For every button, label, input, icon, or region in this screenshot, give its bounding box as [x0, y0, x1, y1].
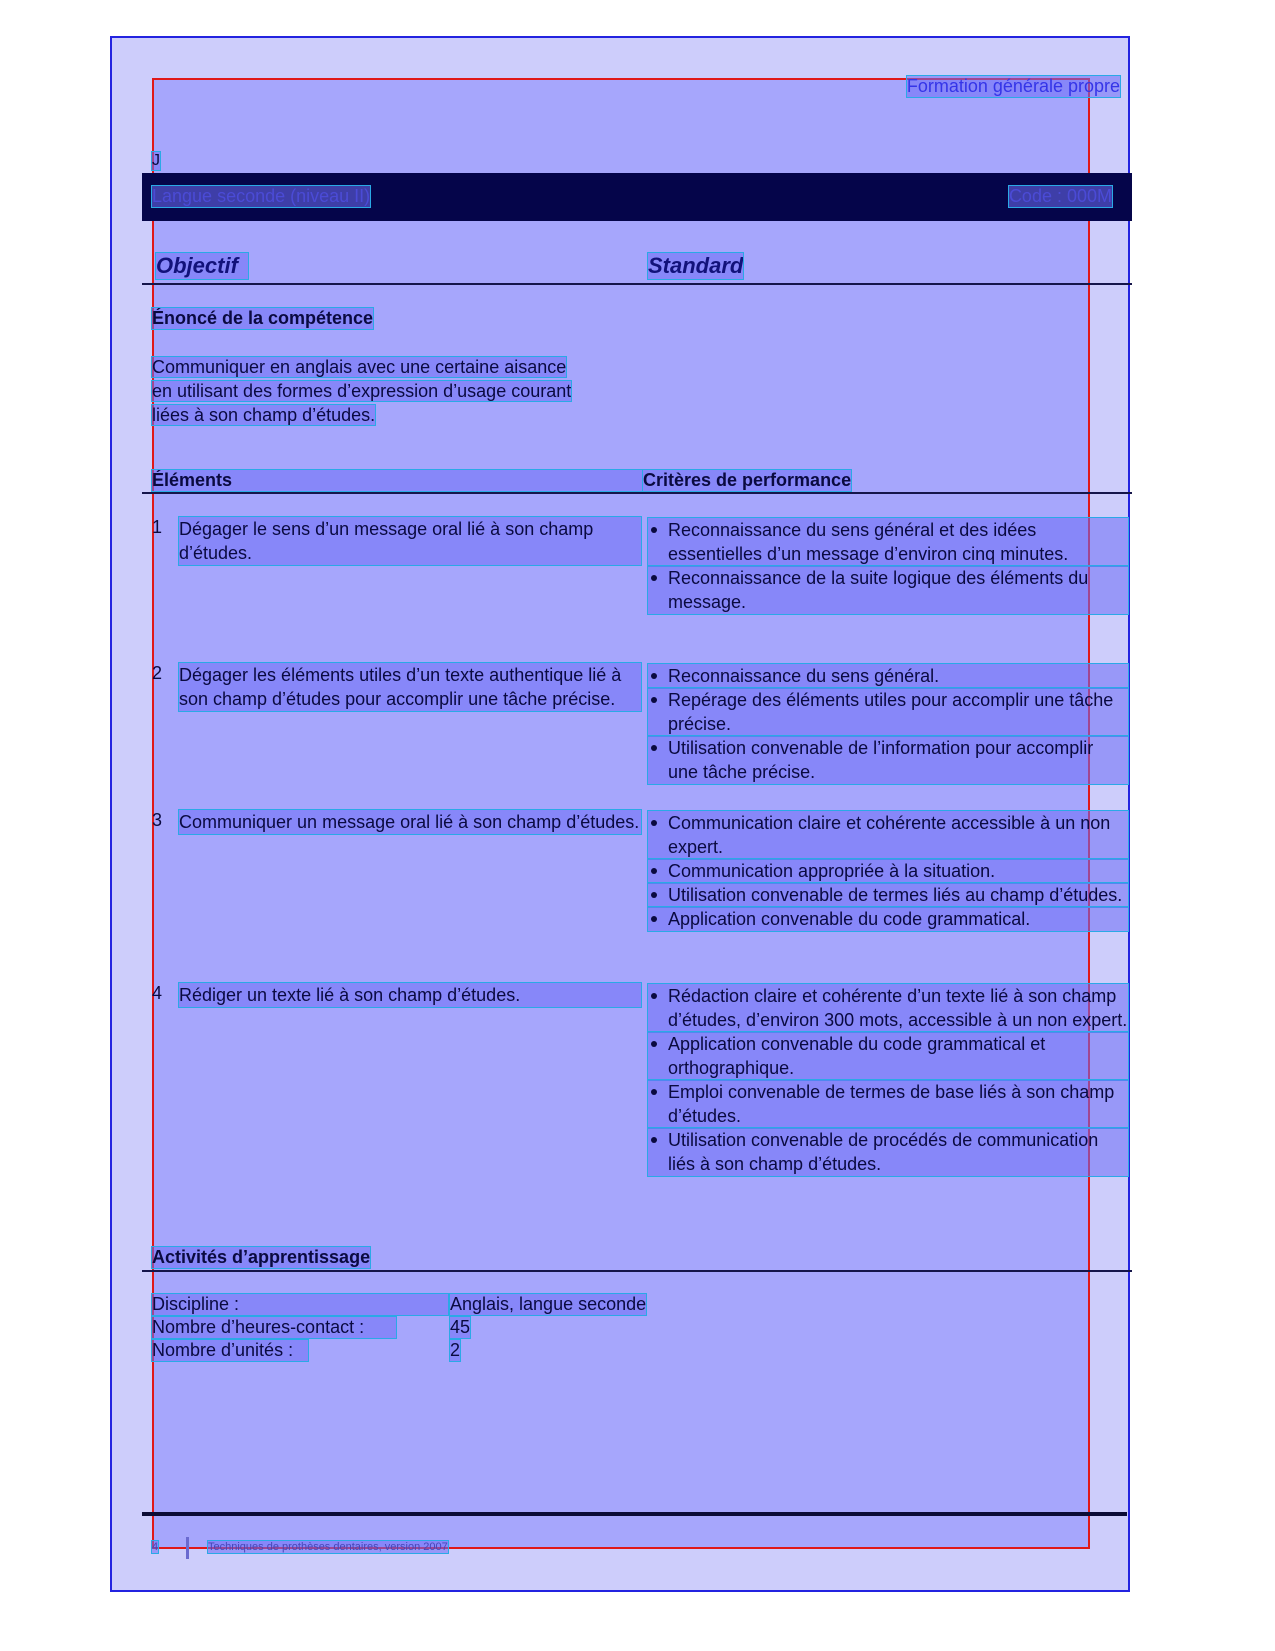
- standard-heading: Standard: [648, 253, 744, 278]
- criterion-item: Application convenable du code grammatical.: [648, 907, 1128, 931]
- competence-line: Communiquer en anglais avec une certaine aisance: [152, 357, 567, 377]
- element-text: Rédiger un texte lié à son champ d’études.: [179, 983, 641, 1007]
- criterion-item: Emploi convenable de termes de base liés à son champ d’études.: [648, 1080, 1128, 1128]
- elements-heading: Éléments: [152, 470, 642, 491]
- criterion-item: Rédaction claire et cohérente d’un texte lié à son champ d’études, d’environ 300 mots, accessible à un non expert.: [648, 984, 1128, 1032]
- page-marker: J: [152, 152, 160, 169]
- units-value: 2: [450, 1340, 461, 1360]
- criteria-list: [648, 518, 1128, 614]
- course-code: Code : 000M: [1008, 186, 1112, 206]
- footer-program: Techniques de prothèses dentaires, version 2007: [208, 1541, 448, 1553]
- course-title-bar: [142, 173, 1132, 221]
- criterion-item: Reconnaissance de la suite logique des éléments du message.: [648, 566, 1128, 614]
- activities-heading: Activités d’apprentissage: [152, 1247, 371, 1267]
- criteria-list: [648, 811, 1128, 931]
- element-text: Dégager les éléments utiles d’un texte authentique lié à son champ d’études pour accomplir une tâche précise.: [179, 663, 641, 711]
- divider: [142, 1270, 1132, 1272]
- criterion-item: Utilisation convenable de procédés de communication liés à son champ d’études.: [648, 1128, 1128, 1176]
- discipline-label: Discipline :: [152, 1294, 448, 1315]
- criterion-item: Utilisation convenable de l’information pour accomplir une tâche précise.: [648, 736, 1128, 784]
- footer-page-number: 4: [152, 1541, 159, 1553]
- criteria-list: [648, 984, 1128, 1176]
- element-number: 1: [152, 517, 163, 537]
- criterion-item: Communication claire et cohérente accessible à un non expert.: [648, 811, 1128, 859]
- competence-line: en utilisant des formes d’expression d’usage courant: [152, 381, 572, 401]
- competence-heading: Énoncé de la compétence: [152, 308, 374, 328]
- course-name: Langue seconde (niveau II): [152, 186, 371, 206]
- element-number: 3: [152, 810, 163, 830]
- competence-line: liées à son champ d’études.: [152, 405, 376, 425]
- criteria-heading: Critères de performance: [643, 470, 852, 490]
- divider: [142, 492, 1132, 494]
- footer-separator: [186, 1537, 189, 1559]
- discipline-value: Anglais, langue seconde: [450, 1294, 647, 1314]
- footer-rule: [142, 1512, 1127, 1516]
- competence-statement: [152, 355, 571, 427]
- element-number: 4: [152, 983, 163, 1003]
- criterion-item: Application convenable du code grammatical et orthographique.: [648, 1032, 1128, 1080]
- element-text: Communiquer un message oral lié à son champ d’études.: [179, 812, 640, 832]
- element-text: Dégager le sens d’un message oral lié à son champ d’études.: [179, 517, 641, 565]
- criterion-item: Reconnaissance du sens général.: [648, 664, 1128, 688]
- hours-value: 45: [450, 1317, 471, 1337]
- hours-label: Nombre d’heures-contact :: [152, 1317, 396, 1338]
- divider: [142, 283, 1132, 285]
- objectif-heading: Objectif: [156, 253, 248, 279]
- criterion-item: Communication appropriée à la situation.: [648, 859, 1128, 883]
- element-number: 2: [152, 663, 163, 683]
- criterion-item: Repérage des éléments utiles pour accomplir une tâche précise.: [648, 688, 1128, 736]
- criterion-item: Utilisation convenable de termes liés au champ d’études.: [648, 883, 1128, 907]
- criterion-item: Reconnaissance du sens général et des idées essentielles d’un message d’environ cinq minutes.: [648, 518, 1128, 566]
- criteria-list: [648, 664, 1128, 784]
- running-header: Formation générale propre: [906, 76, 1120, 96]
- units-label: Nombre d’unités :: [152, 1340, 308, 1361]
